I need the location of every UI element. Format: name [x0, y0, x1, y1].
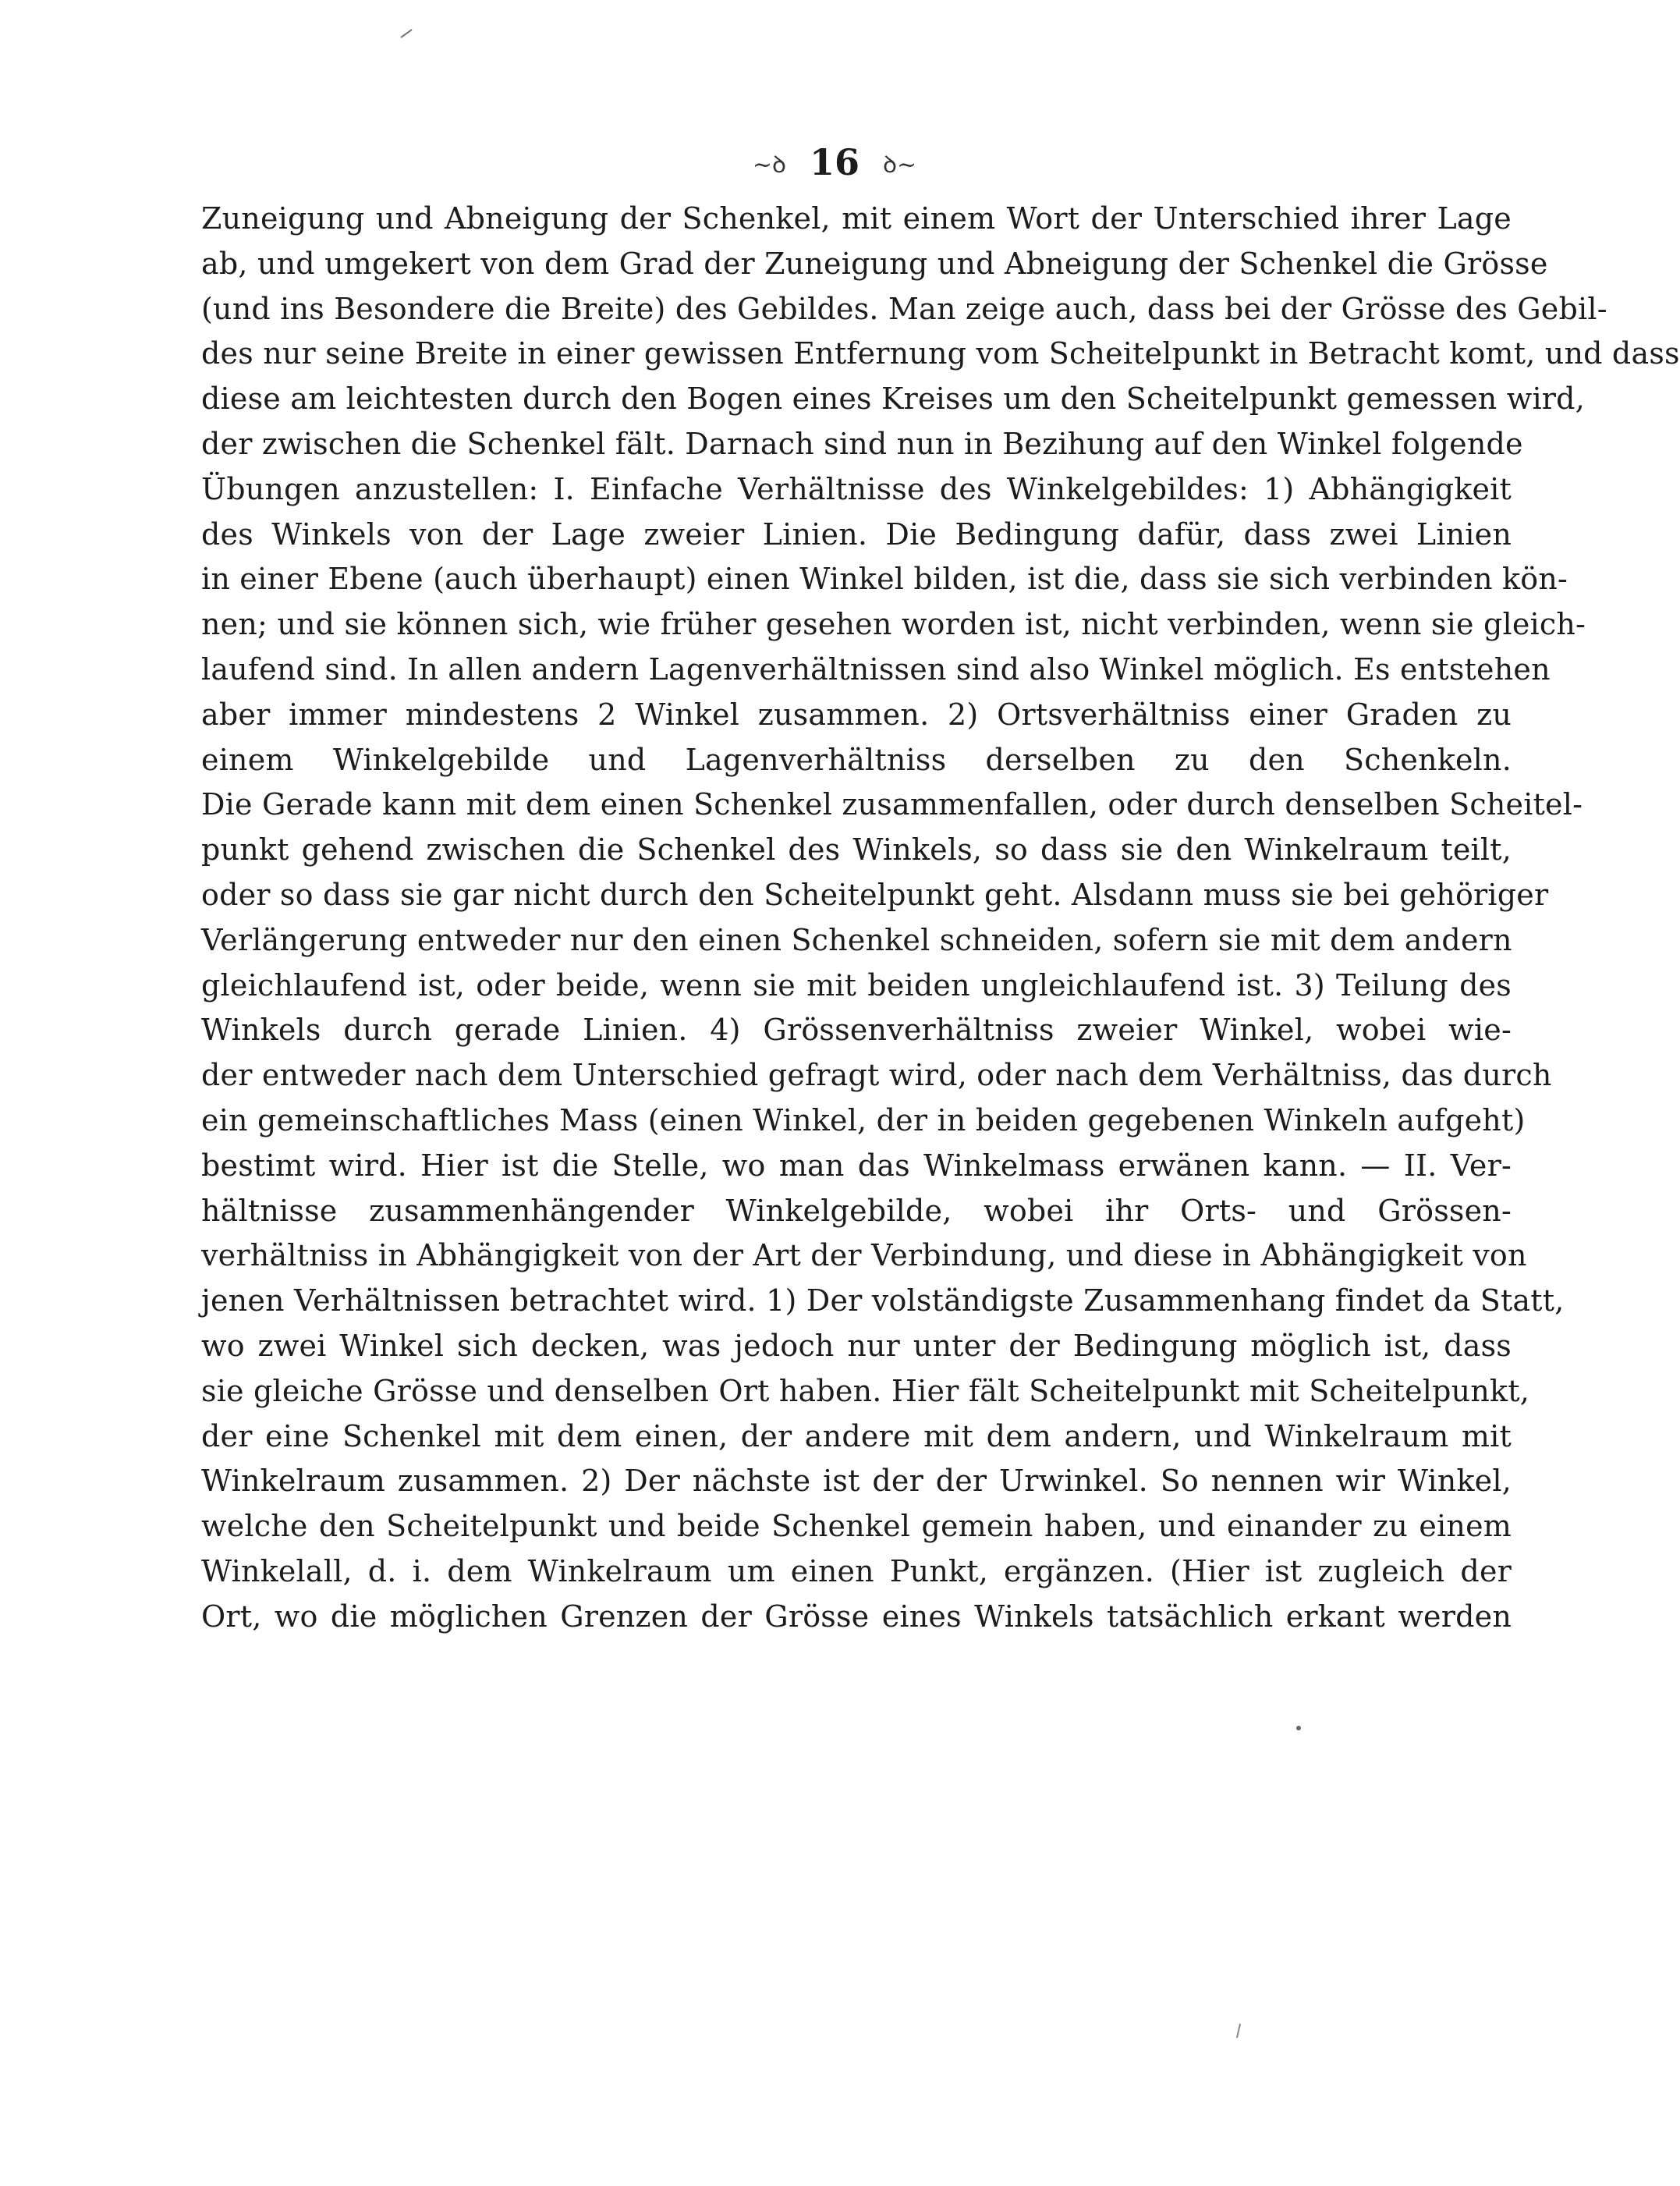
text-line: nen; und sie können sich, wie früher gesehen worden ist, nicht verbinden, wenn sie gleich-: [201, 607, 1586, 642]
text-line: punkt gehend zwischen die Schenkel des Winkels, so dass sie den Winkelraum teilt,: [201, 832, 1512, 868]
text-line: des Winkels von der Lage zweier Linien. Die Bedingung dafür, dass zwei Linien: [201, 516, 1512, 552]
text-line: (und ins Besondere die Breite) des Gebildes. Man zeige auch, dass bei der Grösse des Gebil-: [201, 291, 1607, 326]
text-line: Winkels durch gerade Linien. 4) Grössenverhältniss zweier Winkel, wobei wie-: [201, 1013, 1512, 1048]
stray-dot-mark: [1295, 1724, 1303, 1732]
ornament-right: ꝺ~: [883, 151, 917, 179]
text-line: hältnisse zusammenhängender Winkelgebilde, wobei ihr Orts- und Grössen-: [201, 1193, 1512, 1228]
text-line: ab, und umgekert von dem Grad der Zuneigung und Abneigung der Schenkel die Grösse: [201, 246, 1548, 281]
text-line: gleichlaufend ist, oder beide, wenn sie mit beiden ungleichlaufend ist. 3) Teilung des: [201, 967, 1512, 1003]
text-line: welche den Scheitelpunkt und beide Schenkel gemein haben, und einander zu einem: [201, 1509, 1512, 1544]
page-number: 16: [809, 141, 859, 183]
text-line: wo zwei Winkel sich decken, was jedoch nur unter der Bedingung möglich ist, dass: [201, 1328, 1512, 1363]
text-line: Die Gerade kann mit dem einen Schenkel zusammenfallen, oder durch denselben Scheitel-: [201, 787, 1583, 822]
stray-mark-top: [399, 28, 415, 39]
text-line: verhältniss in Abhängigkeit von der Art der Verbindung, und diese in Abhängigkeit von: [201, 1238, 1527, 1273]
stray-mark-bottom: [1234, 2022, 1243, 2039]
text-line: aber immer mindestens 2 Winkel zusammen. 2) Ortsverhältniss einer Graden zu: [201, 697, 1512, 732]
page-header: [0, 139, 1669, 189]
text-line: der eine Schenkel mit dem einen, der andere mit dem andern, und Winkelraum mit: [201, 1418, 1512, 1453]
body-text: [201, 197, 1680, 1640]
text-line: Winkelraum zusammen. 2) Der nächste ist der der Urwinkel. So nennen wir Winkel,: [201, 1464, 1512, 1499]
text-line: einem Winkelgebilde und Lagenverhältniss derselben zu den Schenkeln.: [201, 742, 1512, 777]
text-line: Verlängerung entweder nur den einen Schenkel schneiden, sofern sie mit dem andern: [201, 922, 1512, 957]
text-line: der zwischen die Schenkel fält. Darnach sind nun in Bezihung auf den Winkel folgende: [201, 426, 1523, 461]
text-line: in einer Ebene (auch überhaupt) einen Winkel bilden, ist die, dass sie sich verbinden kön-: [201, 562, 1568, 597]
text-line: bestimt wird. Hier ist die Stelle, wo man das Winkelmass erwänen kann. — II. Ver-: [201, 1148, 1512, 1183]
text-line: Zuneigung und Abneigung der Schenkel, mit einem Wort der Unterschied ihrer Lage: [201, 201, 1512, 236]
text-line: ein gemeinschaftliches Mass (einen Winkel, der in beiden gegebenen Winkeln aufgeht): [201, 1102, 1526, 1137]
text-line: Übungen anzustellen: I. Einfache Verhältnisse des Winkelgebildes: 1) Abhängigkeit: [201, 471, 1512, 506]
text-line: jenen Verhältnissen betrachtet wird. 1) Der volständigste Zusammenhang findet da Statt,: [201, 1283, 1565, 1318]
text-line: laufend sind. In allen andern Lagenverhältnissen sind also Winkel möglich. Es entstehen: [201, 651, 1551, 687]
text-line: Ort, wo die möglichen Grenzen der Grösse eines Winkels tatsächlich erkant werden: [201, 1599, 1512, 1634]
text-line: der entweder nach dem Unterschied gefragt wird, oder nach dem Verhältniss, das durch: [201, 1058, 1552, 1093]
ornament-left: ~ꝺ: [752, 151, 786, 179]
text-line: oder so dass sie gar nicht durch den Scheitelpunkt geht. Alsdann muss sie bei gehöriger: [201, 877, 1549, 912]
text-line: diese am leichtesten durch den Bogen eines Kreises um den Scheitelpunkt gemessen wird,: [201, 381, 1585, 417]
text-line: sie gleiche Grösse und denselben Ort haben. Hier fält Scheitelpunkt mit Scheitelpunkt,: [201, 1373, 1529, 1408]
text-line: Winkelall, d. i. dem Winkelraum um einen Punkt, ergänzen. (Hier ist zugleich der: [201, 1553, 1512, 1588]
text-line: des nur seine Breite in einer gewissen Entfernung vom Scheitelpunkt in Betracht komt, und dass: [201, 336, 1680, 371]
